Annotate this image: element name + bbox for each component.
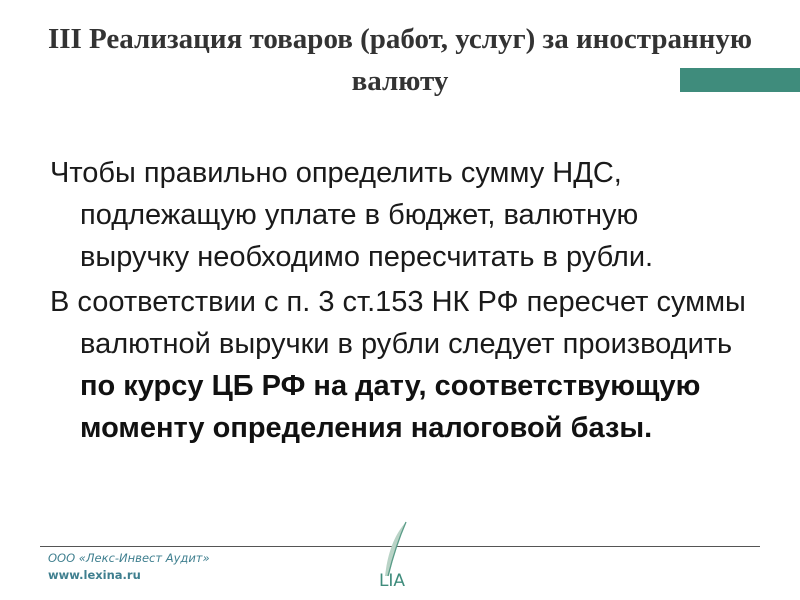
paragraph-2-emphasis: по курсу ЦБ РФ на дату, соответствующую моменту определения налоговой базы. — [80, 370, 701, 444]
slide-title: III Реализация товаров (работ, услуг) за иностранную валюту — [47, 23, 753, 97]
paragraph-2 — [50, 281, 750, 449]
feather-pen-icon — [362, 520, 422, 590]
paragraph-1-text: Чтобы правильно определить сумму НДС, подлежащую уплате в бюджет, валютную выручку необходимо пересчитать в рубли. — [50, 157, 654, 273]
footer-website-link[interactable]: www.lexina.ru — [48, 568, 141, 582]
footer-company-name: ООО «Лекс-Инвест Аудит» — [48, 551, 210, 565]
company-logo — [362, 520, 422, 590]
logo-text: LIA — [378, 571, 406, 590]
paragraph-2-text: В соответствии с п. 3 ст.153 НК РФ пересчет суммы валютной выручки в рубли следует производить — [50, 286, 746, 360]
slide-body — [50, 152, 750, 452]
paragraph-1 — [50, 152, 750, 278]
accent-bar — [680, 68, 800, 92]
